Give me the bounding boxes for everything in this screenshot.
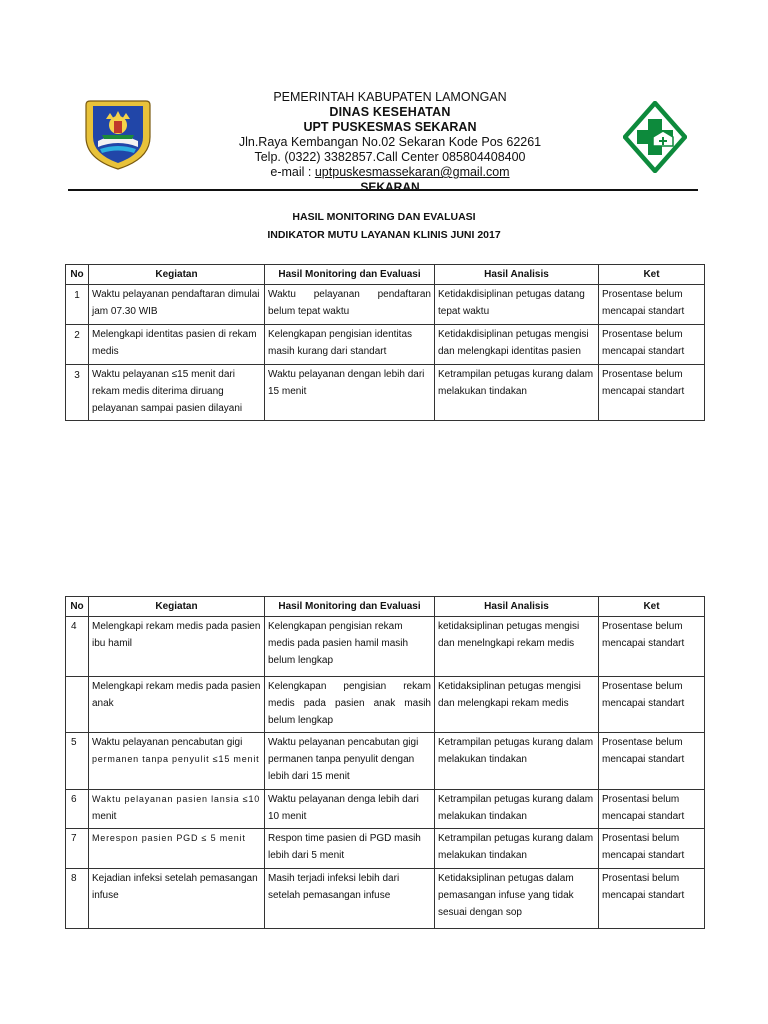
table-row [66,677,705,733]
table-row [66,617,705,677]
header-hasil-analisis: Hasil Analisis [435,597,599,617]
cell-kegiatan: Melengkapi identitas pasien di rekam medis [89,325,265,365]
cell-ket: Prosentase belum mencapai standart [599,325,705,365]
document-subtitle: INDIKATOR MUTU LAYANAN KLINIS JUNI 2017 [267,229,501,241]
cell-analisis: ketidaksiplinan petugas mengisi dan menelngkapi rekam medis [435,617,599,677]
letterhead [190,90,590,195]
cell-ket: Prosentase belum mencapai standart [599,677,705,733]
puskesmas-cross-logo-icon [623,101,687,173]
cell-hasil: Waktu pelayanan pencabutan gigi permanen tanpa penyulit dengan lebih dari 15 menit [265,733,435,790]
cell-kegiatan: Merespon pasien PGD ≤ 5 menit [89,829,265,869]
cell-ket: Prosentasi belum mencapai standart [599,829,705,869]
cell-hasil: Kelengkapan pengisian identitas masih kurang dari standart [265,325,435,365]
table-row [66,325,705,365]
table-row [66,829,705,869]
cell-no: 7 [66,829,89,869]
cell-analisis: Ketrampilan petugas kurang dalam melakukan tindakan [435,365,599,421]
cell-kegiatan [89,790,265,829]
cell-analisis: Ketidaksiplinan petugas dalam pemasangan infuse yang tidak sesuai dengan sop [435,869,599,929]
cell-ket: Prosentasi belum mencapai standart [599,869,705,929]
cell-hasil: Kelengkapan pengisian rekam medis pada pasien hamil masih belum lengkap [265,617,435,677]
table-row [66,869,705,929]
cell-kegiatan: Melengkapi rekam medis pada pasien anak [89,677,265,733]
cell-analisis: Ketrampilan petugas kurang dalam melakukan tindakan [435,733,599,790]
cell-kegiatan-line: Waktu pelayanan pasien lansia ≤10 [92,794,261,804]
email-line [190,165,590,180]
email-prefix: e-mail : [270,165,315,179]
email-link[interactable]: uptpuskesmassekaran@gmail.com [314,165,510,179]
letterhead-divider [68,189,698,191]
table-header-row [66,265,705,285]
header-hasil-monev: Hasil Monitoring dan Evaluasi [265,597,435,617]
cell-hasil: Kelengkapan pengisian rekam medis pada pasien anak masih belum lengkap [265,677,435,733]
lamongan-regency-coat-of-arms-icon [84,97,152,171]
monitoring-table-1 [65,264,705,421]
cell-no: 2 [66,325,89,365]
cell-analisis: Ketidakdisiplinan petugas datang tepat waktu [435,285,599,325]
cell-hasil: Waktu pelayanan pendaftaran belum tepat waktu [265,285,435,325]
cell-kegiatan: Waktu pelayanan pendaftaran dimulai jam 07.30 WIB [89,285,265,325]
header-hasil-analisis: Hasil Analisis [435,265,599,285]
table-row [66,285,705,325]
header-ket: Ket [599,265,705,285]
cell-ket: Prosentase belum mencapai standart [599,365,705,421]
cell-no: 6 [66,790,89,829]
town-name: SEKARAN [360,180,420,194]
cell-analisis: Ketrampilan petugas kurang dalam melakukan tindakan [435,790,599,829]
cell-kegiatan: Waktu pelayanan ≤15 menit dari rekam medis diterima diruang pelayanan sampai pasien dilayani [89,365,265,421]
cell-analisis: Ketidakdisiplinan petugas mengisi dan melengkapi identitas pasien [435,325,599,365]
cell-kegiatan: Kejadian infeksi setelah pemasangan infuse [89,869,265,929]
header-no: No [66,597,89,617]
cell-hasil: Waktu pelayanan dengan lebih dari 15 menit [265,365,435,421]
header-hasil-monev: Hasil Monitoring dan Evaluasi [265,265,435,285]
document-title: HASIL MONITORING DAN EVALUASI [292,211,476,223]
table-header-row [66,597,705,617]
header-kegiatan: Kegiatan [89,597,265,617]
header-kegiatan: Kegiatan [89,265,265,285]
monitoring-table-2 [65,596,705,929]
table-row [66,790,705,829]
cell-kegiatan-line: menit [92,811,117,822]
header-no: No [66,265,89,285]
cell-kegiatan: Melengkapi rekam medis pada pasien ibu hamil [89,617,265,677]
cell-no: 1 [66,285,89,325]
cell-hasil: Respon time pasien di PGD masih lebih dari 5 menit [265,829,435,869]
unit-name: UPT PUSKESMAS SEKARAN [303,120,477,134]
department-name: DINAS KESEHATAN [329,105,451,119]
cell-analisis: Ketidaksiplinan petugas mengisi dan melengkapi rekam medis [435,677,599,733]
cell-ket: Prosentase belum mencapai standart [599,285,705,325]
government-name: PEMERINTAH KABUPATEN LAMONGAN [273,90,507,104]
cell-kegiatan [89,733,265,790]
table-row [66,365,705,421]
header-ket: Ket [599,597,705,617]
address-line: Jln.Raya Kembangan No.02 Sekaran Kode Pos 62261 [238,135,542,149]
cell-hasil: Masih terjadi infeksi lebih dari setelah pemasangan infuse [265,869,435,929]
cell-ket: Prosentasi belum mencapai standart [599,790,705,829]
cell-no: 3 [66,365,89,421]
cell-kegiatan-line: permanen tanpa penyulit ≤15 menit [92,754,260,764]
cell-no: 5 [66,733,89,790]
table-row [66,733,705,790]
cell-kegiatan-line: Waktu pelayanan pencabutan gigi [92,737,243,748]
cell-no: 8 [66,869,89,929]
cell-hasil: Waktu pelayanan denga lebih dari 10 menit [265,790,435,829]
cell-no [66,677,89,733]
telephone-line: Telp. (0322) 3382857.Call Center 085804408400 [254,150,526,164]
cell-no: 4 [66,617,89,677]
cell-ket: Prosentase belum mencapai standart [599,733,705,790]
cell-ket: Prosentase belum mencapai standart [599,617,705,677]
cell-analisis: Ketrampilan petugas kurang dalam melakukan tindakan [435,829,599,869]
